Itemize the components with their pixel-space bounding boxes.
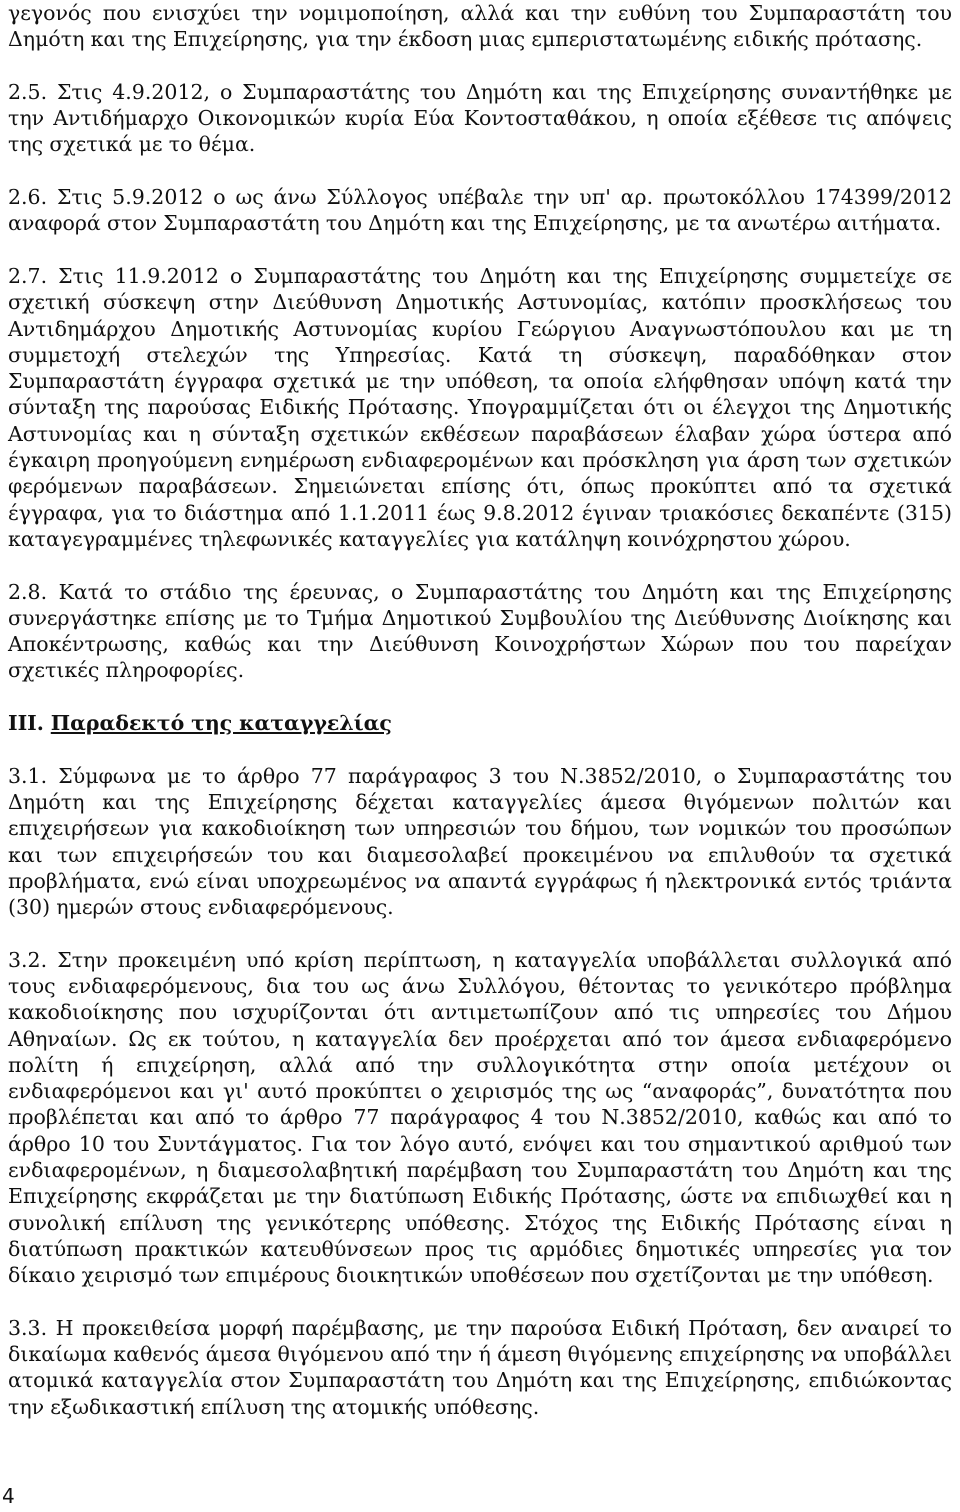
paragraph-3-2: 3.2. Στην προκειμένη υπό κρίση περίπτωση, η καταγγελία υποβάλλεται συλλογικά από τους ενδιαφερόμενους, δια του ως άνω Συλλόγου, θέτοντας το γενικότερο πρόβλημα κακοδιοίκησης που ισχυρίζονται ότι αντιμετωπίζουν από τις υπηρεσίες του Δήμου Αθηναίων. Ως εκ τούτου, η καταγγελία δεν προέρχεται από τον άμεσα ενδιαφερόμενο πολίτη ή επιχείρηση, αλλά από την συλλογικότητα στην οποία μετέχουν οι ενδιαφερόμενοι και γι' αυτό προκύπτει ο χειρισμός της ως “αναφοράς”, δυνατότητα που προβλέπεται και από το άρθρο 77 παράγραφος 4 του Ν.3852/2010, καθώς και από το άρθρο 10 του Συντάγματος. Για τον λόγο αυτό, ενόψει και του σημαντικού αριθμού των ενδιαφερομένων, η διαμεσολαβητική παρέμβαση του Συμπαραστάτη του Δημότη και της Επιχείρησης εκφράζεται με την διατύπωση Ειδικής Πρότασης, ώστε να επιδιωχθεί και η συνολική επίλυση της γενικότερης υπόθεσης. Στόχος της Ειδικής Πρότασης είναι η διατύπωση πρακτικών κατευθύνσεων προς τις αρμόδιες δημοτικές υπηρεσίες για τον δίκαιο χειρισμό των επιμέρους διοικητικών υποθέσεων που σχετίζονται με την υπόθεση. — [8, 947, 952, 1288]
page-number: 4 — [2, 1484, 15, 1508]
paragraph-3-3: 3.3. Η προκειθείσα μορφή παρέμβασης, με την παρούσα Ειδική Πρόταση, δεν αναιρεί το δικαίωμα καθενός άμεσα θιγόμενου από την ή άμεση θιγόμενης επιχείρησης να υποβάλλει ατομικά καταγγελία στον Συμπαραστάτη του Δημότη και της Επιχείρησης, επιδιώκοντας την εξωδικαστική επίλυση της ατομικής υπόθεσης. — [8, 1315, 952, 1419]
section-number: III. — [8, 711, 44, 736]
paragraph-2-5: 2.5. Στις 4.9.2012, ο Συμπαραστάτης του Δημότη και της Επιχείρησης συναντήθηκε με την Αντιδήμαρχο Οικονομικών κυρία Εύα Κοντοσταθάκου, η οποία εξέθεσε τις απόψεις της σχετικά με το θέμα. — [8, 79, 952, 157]
section-title: Παραδεκτό της καταγγελίας — [50, 711, 392, 736]
paragraph-intro: γεγονός που ενισχύει την νομιμοποίηση, αλλά και την ευθύνη του Συμπαραστάτη του Δημότη και της Επιχείρησης, για την έκδοση μιας εμπεριστατωμένης ειδικής πρότασης. — [8, 1, 952, 52]
page-content — [8, 0, 952, 1420]
paragraph-2-8: 2.8. Κατά το στάδιο της έρευνας, ο Συμπαραστάτης του Δημότη και της Επιχείρησης συνεργάστηκε επίσης με το Τμήμα Δημοτικού Συμβουλίου της Διεύθυνσης Διοίκησης και Αποκέντρωσης, καθώς και την Διεύθυνση Κοινοχρήστων Χώρων που του παρείχαν σχετικές πληροφορίες. — [8, 579, 952, 683]
paragraph-3-1: 3.1. Σύμφωνα με το άρθρο 77 παράγραφος 3 του Ν.3852/2010, ο Συμπαραστάτης του Δημότη και της Επιχείρησης δέχεται καταγγελίες άμεσα θιγόμενων πολιτών και επιχειρήσεων για κακοδιοίκηση των υπηρεσιών του δήμου, των νομικών του προσώπων και των επιχειρήσεών του και διαμεσολαβεί προκειμένου να επιλυθούν τα σχετικά προβλήματα, ενώ είναι υποχρεωμένος να απαντά εγγράφως ή ηλεκτρονικά εντός τριάντα (30) ημερών στους ενδιαφερόμενους. — [8, 763, 952, 920]
paragraph-2-6: 2.6. Στις 5.9.2012 ο ως άνω Σύλλογος υπέβαλε την υπ' αρ. πρωτοκόλλου 174399/2012 αναφορά στον Συμπαραστάτη του Δημότη και της Επιχείρησης, με τα ανωτέρω αιτήματα. — [8, 185, 952, 236]
section-heading — [8, 710, 952, 736]
paragraph-2-7: 2.7. Στις 11.9.2012 ο Συμπαραστάτης του Δημότη και της Επιχείρησης συμμετείχε σε σχετική σύσκεψη στην Διεύθυνση Δημοτικής Αστυνομίας, κατόπιν προσκλήσεως του Αντιδημάρχου Δημοτικής Αστυνομίας κυρίου Γεώργιου Αναγνωστόπουλου και με τη συμμετοχή στελεχών της Υπηρεσίας. Κατά τη σύσκεψη, παραδόθηκαν στον Συμπαραστάτη έγγραφα σχετικά με την υπόθεση, τα οποία ελήφθησαν υπόψη κατά την σύνταξη της παρούσας Ειδικής Πρότασης. Υπογραμμίζεται ότι οι έλεγχοι της Δημοτικής Αστυνομίας και η σύνταξη σχετικών εκθέσεων παραβάσεων έλαβαν χώρα ύστερα από έγκαιρη προηγούμενη ενημέρωση ενδιαφερομένων και πρόσκληση για άρση των σχετικών φερόμενων παραβάσεων. Σημειώνεται επίσης ότι, όπως προκύπτει από τα σχετικά έγγραφα, για το διάστημα από 1.1.2011 έως 9.8.2012 έγιναν τριακόσιες δεκαπέντε (315) καταγεγραμμένες τηλεφωνικές καταγγελίες για κατάληψη κοινόχρηστου χώρου. — [8, 263, 952, 551]
